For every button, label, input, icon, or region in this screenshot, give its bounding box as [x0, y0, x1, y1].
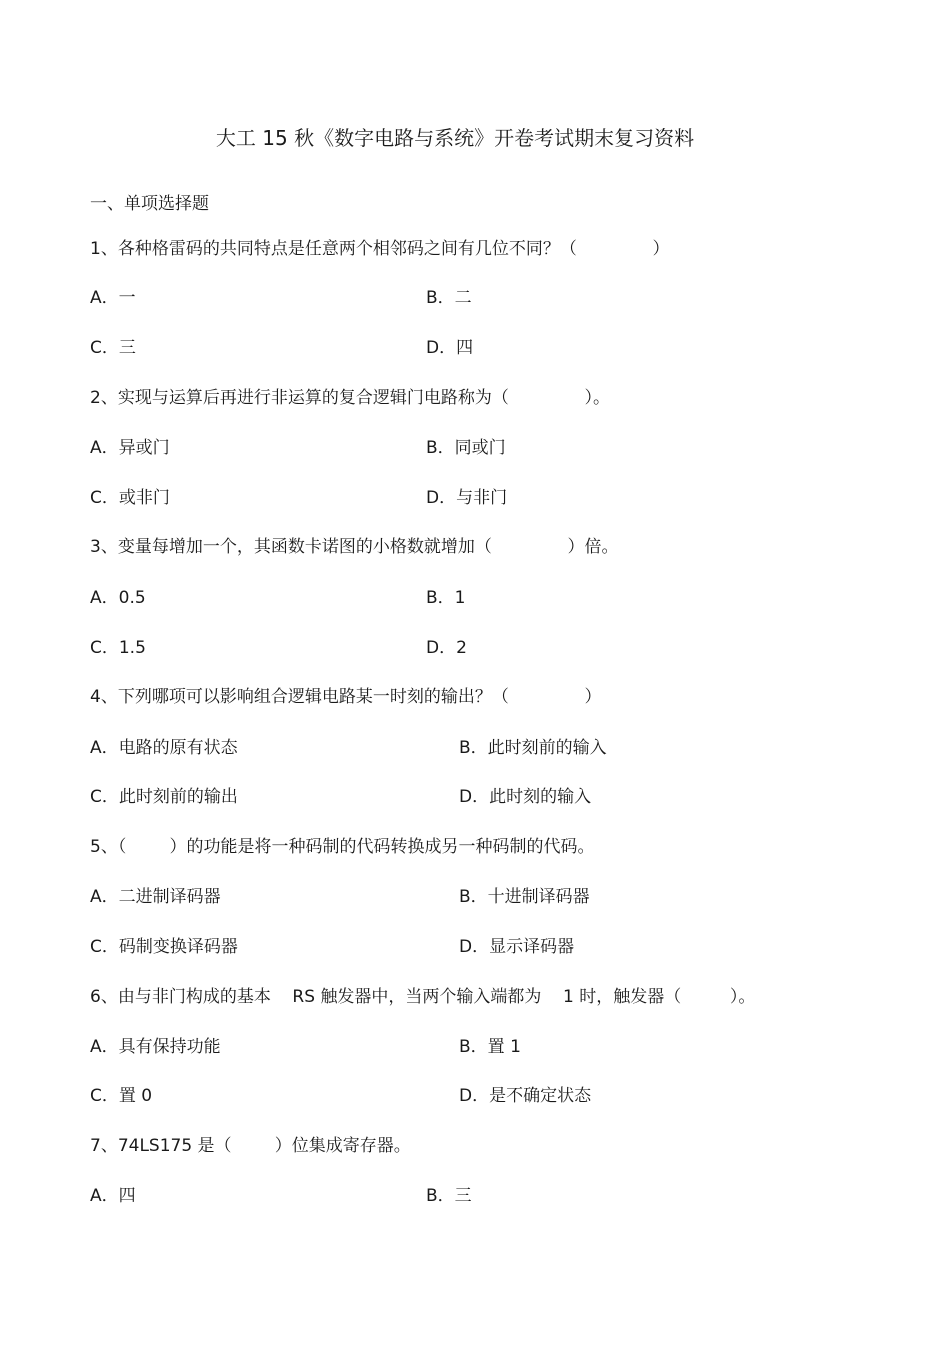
question-2-option-c: C．或非门 — [90, 488, 170, 508]
question-1-option-a: A．一 — [90, 288, 136, 308]
question-4-option-d: D．此时刻的输入 — [459, 787, 592, 807]
question-6-option-d: D．是不确定状态 — [459, 1086, 592, 1106]
question-3-option-c: C．1.5 — [90, 638, 146, 658]
question-4-stem: 4、下列哪项可以影响组合逻辑电路某一时刻的输出？（ ） — [90, 687, 602, 707]
question-1-option-b: B．二 — [426, 288, 472, 308]
question-6-stem: 6、由与非门构成的基本 RS 触发器中，当两个输入端都为 1 时，触发器（ ）。 — [90, 987, 756, 1007]
question-5-option-b: B．十进制译码器 — [459, 887, 590, 907]
question-5-option-a: A．二进制译码器 — [90, 887, 221, 907]
question-2-option-b: B．同或门 — [426, 438, 506, 458]
question-6-option-c: C．置 0 — [90, 1086, 153, 1106]
section-heading: 一、单项选择题 — [90, 194, 209, 214]
question-2-option-a: A．异或门 — [90, 438, 170, 458]
question-7-stem: 7、74LS175 是（ ）位集成寄存器。 — [90, 1136, 411, 1156]
question-2-option-d: D．与非门 — [426, 488, 508, 508]
question-6-option-a: A．具有保持功能 — [90, 1037, 221, 1057]
question-6-option-b: B．置 1 — [459, 1037, 521, 1057]
question-5-option-c: C．码制变换译码器 — [90, 937, 238, 957]
question-1-option-c: C．三 — [90, 338, 136, 358]
question-5-stem: 5、（ ）的功能是将一种码制的代码转换成另一种码制的代码。 — [90, 837, 595, 857]
question-3-stem: 3、变量每增加一个，其函数卡诺图的小格数就增加（ ）倍。 — [90, 537, 619, 557]
question-3-option-d: D．2 — [426, 638, 467, 658]
question-1-option-d: D．四 — [426, 338, 474, 358]
question-4-option-b: B．此时刻前的输入 — [459, 738, 607, 758]
question-3-option-a: A．0.5 — [90, 588, 146, 608]
question-2-stem: 2、实现与运算后再进行非运算的复合逻辑门电路称为（ ）。 — [90, 388, 610, 408]
question-3-option-b: B．1 — [426, 588, 466, 608]
question-7-option-a: A．四 — [90, 1186, 136, 1206]
document-title: 大工 15 秋《数字电路与系统》开卷考试期末复习资料 — [215, 126, 695, 150]
question-7-option-b: B．三 — [426, 1186, 472, 1206]
question-1-stem: 1、各种格雷码的共同特点是任意两个相邻码之间有几位不同？（ ） — [90, 239, 670, 259]
question-5-option-d: D．显示译码器 — [459, 937, 575, 957]
question-4-option-c: C．此时刻前的输出 — [90, 787, 238, 807]
question-4-option-a: A．电路的原有状态 — [90, 738, 238, 758]
